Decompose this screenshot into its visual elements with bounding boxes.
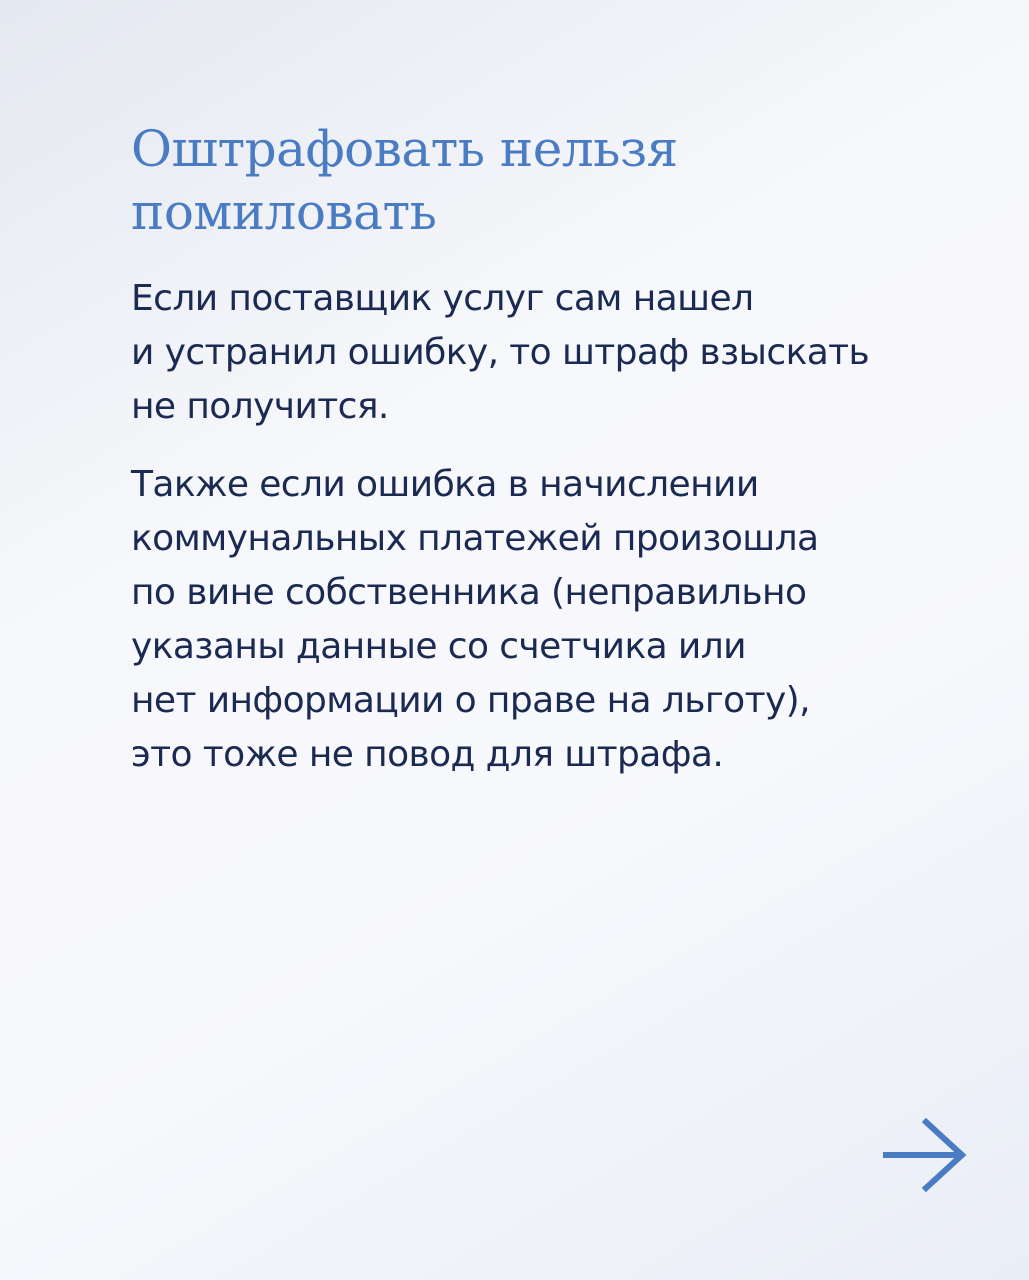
paragraph-line: это тоже не повод для штрафа. — [131, 734, 724, 775]
title-line: помиловать — [131, 183, 437, 241]
paragraph-line: по вине собственника (неправильно — [131, 572, 807, 613]
paragraph-line: Если поставщик услуг сам нашел — [131, 278, 754, 319]
paragraph-line: нет информации о праве на льготу), — [131, 680, 810, 721]
paragraph-2 — [131, 458, 991, 782]
paragraph-line: коммунальных платежей произошла — [131, 518, 819, 559]
arrow-right-icon — [882, 1118, 968, 1192]
title-line: Оштрафовать нельзя — [131, 120, 678, 178]
slide-title — [131, 118, 951, 244]
paragraph-line: и устранил ошибку, то штраф взыскать — [131, 332, 870, 373]
paragraph-line: не получится. — [131, 386, 389, 427]
paragraph-1 — [131, 272, 991, 434]
paragraph-line: Также если ошибка в начислении — [131, 464, 759, 505]
next-slide-button[interactable] — [882, 1118, 968, 1192]
paragraph-line: указаны данные со счетчика или — [131, 626, 746, 667]
